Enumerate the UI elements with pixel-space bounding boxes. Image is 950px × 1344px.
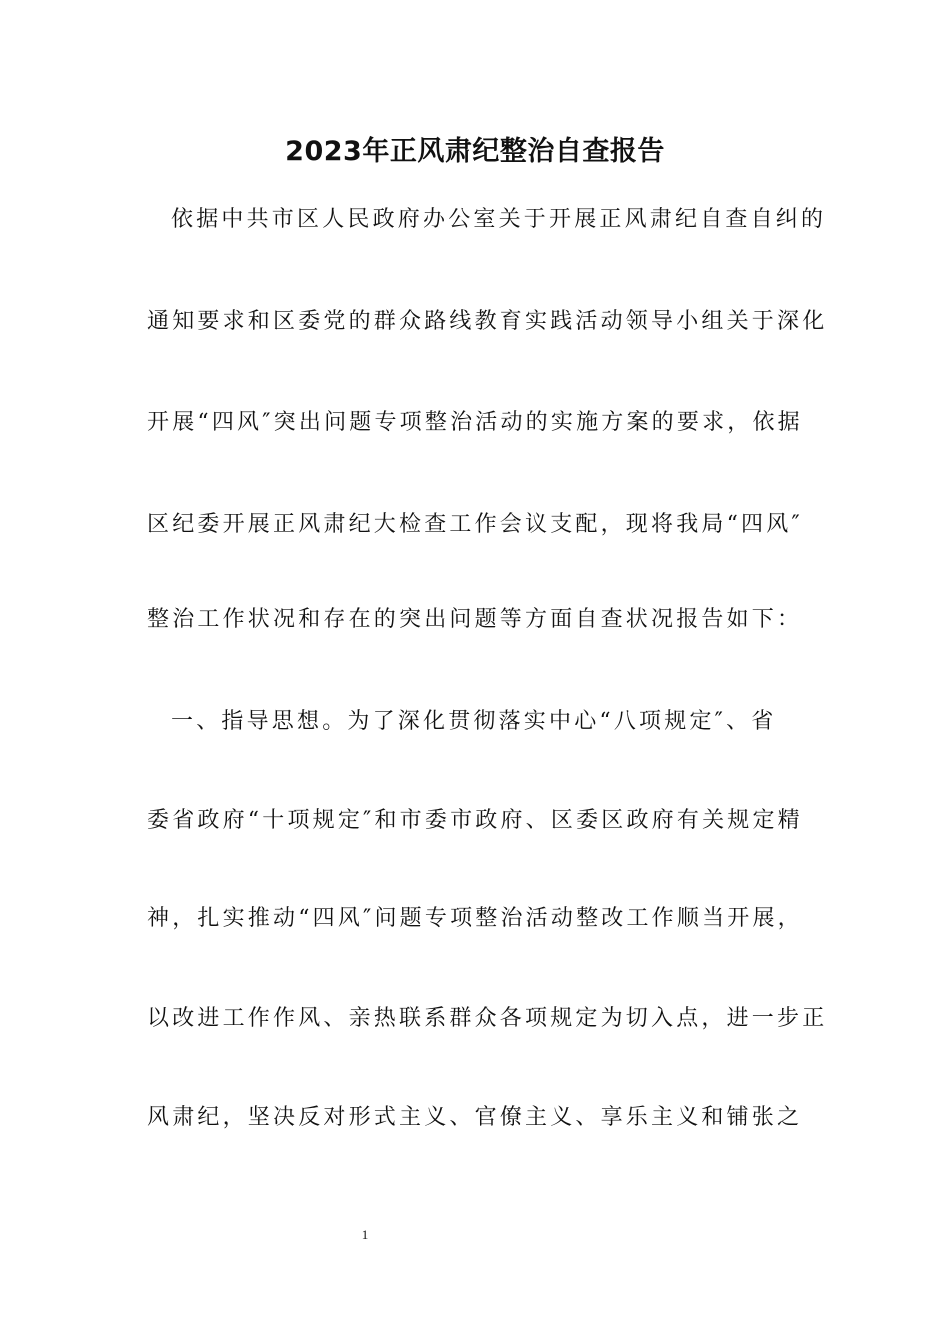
paragraph-line-6: 一、指导思想。为了深化贯彻落实中心“八项规定″、省 <box>171 709 777 734</box>
paragraph-line-5: 整治工作状况和存在的突出问题等方面自查状况报告如下： <box>147 607 803 632</box>
paragraph-line-4: 区纪委开展正风肃纪大检查工作会议支配，现将我局“四风″ <box>147 512 803 537</box>
paragraph-line-3: 开展“四风″突出问题专项整治活动的实施方案的要求，依据 <box>147 410 803 435</box>
paragraph-line-1: 依据中共市区人民政府办公室关于开展正风肃纪自查自纠的 <box>171 207 827 232</box>
document-title: 2023年正风肃纪整治自查报告 <box>285 136 665 167</box>
paragraph-line-8: 神，扎实推动“四风″问题专项整治活动整改工作顺当开展， <box>147 906 803 931</box>
paragraph-line-10: 风肃纪，坚决反对形式主义、官僚主义、享乐主义和铺张之 <box>147 1105 803 1130</box>
page-number: 1 <box>361 1227 369 1242</box>
paragraph-line-7: 委省政府“十项规定″和市委市政府、区委区政府有关规定精 <box>147 808 803 833</box>
paragraph-line-2: 通知要求和区委党的群众路线教育实践活动领导小组关于深化 <box>147 309 828 334</box>
paragraph-line-9: 以改进工作作风、亲热联系群众各项规定为切入点，进一步正 <box>147 1006 828 1031</box>
